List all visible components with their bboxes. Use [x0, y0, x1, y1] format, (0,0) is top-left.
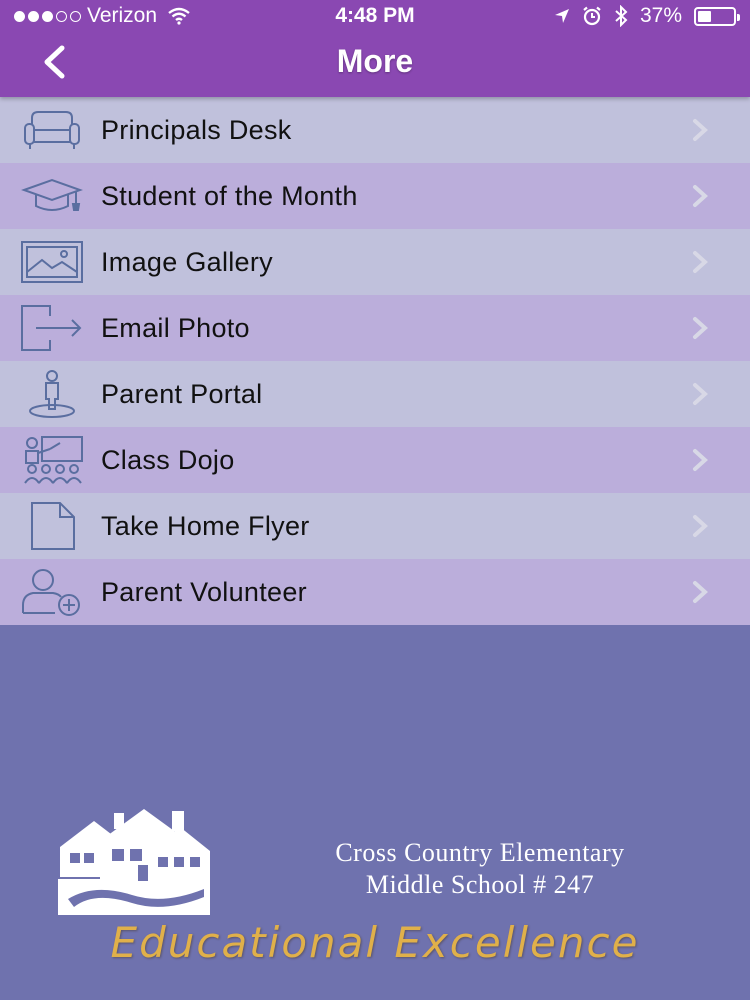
person-portal-icon: [18, 369, 86, 419]
chevron-right-icon: [690, 448, 710, 472]
status-bar: [0, 0, 750, 32]
chevron-right-icon: [690, 580, 710, 604]
menu-item-label: Parent Volunteer: [101, 576, 307, 607]
back-button[interactable]: [34, 40, 74, 84]
chevron-left-icon: [42, 45, 66, 79]
tagline: Educational Excellence: [110, 918, 640, 967]
menu-item-email-photo[interactable]: [0, 295, 750, 361]
battery-level-fill: [698, 11, 711, 22]
graduation-cap-icon: [18, 171, 86, 221]
add-user-icon: [18, 567, 86, 617]
menu-item-label: Email Photo: [101, 312, 250, 343]
school-branding-footer: [0, 625, 750, 1000]
school-name: [255, 837, 705, 901]
image-icon: [18, 237, 86, 287]
chevron-right-icon: [690, 250, 710, 274]
school-name-line-2: Middle School # 247: [365, 870, 595, 899]
menu-item-student-of-the-month[interactable]: [0, 163, 750, 229]
menu-item-take-home-flyer[interactable]: [0, 493, 750, 559]
menu-item-label: Take Home Flyer: [101, 510, 310, 541]
chevron-right-icon: [690, 118, 710, 142]
chevron-right-icon: [690, 514, 710, 538]
status-time: 4:48 PM: [335, 4, 415, 27]
export-icon: [18, 303, 86, 353]
chevron-right-icon: [690, 184, 710, 208]
classroom-icon: [18, 435, 86, 485]
location-arrow-icon: [554, 8, 570, 24]
battery-icon: [694, 7, 736, 26]
menu-item-parent-portal[interactable]: [0, 361, 750, 427]
menu-item-label: Image Gallery: [101, 246, 273, 277]
nav-header: [0, 0, 750, 97]
alarm-icon: [582, 6, 602, 26]
menu-item-class-dojo[interactable]: [0, 427, 750, 493]
carrier-name: Verizon: [87, 4, 158, 27]
school-houses-logo: [54, 807, 214, 917]
battery-percent: 37%: [639, 4, 682, 27]
menu-item-label: Principals Desk: [101, 114, 292, 145]
document-icon: [18, 501, 86, 551]
menu-item-label: Class Dojo: [101, 444, 235, 475]
menu-item-principals-desk[interactable]: [0, 97, 750, 163]
menu-item-image-gallery[interactable]: [0, 229, 750, 295]
menu-item-parent-volunteer[interactable]: [0, 559, 750, 625]
armchair-icon: [18, 105, 86, 155]
chevron-right-icon: [690, 382, 710, 406]
menu-item-label: Parent Portal: [101, 378, 263, 409]
chevron-right-icon: [690, 316, 710, 340]
school-name-line-1: Cross Country Elementary: [335, 838, 625, 867]
page-title: More: [336, 43, 414, 79]
more-menu-list: [0, 97, 750, 625]
menu-item-label: Student of the Month: [101, 180, 358, 211]
bluetooth-icon: [614, 5, 628, 27]
